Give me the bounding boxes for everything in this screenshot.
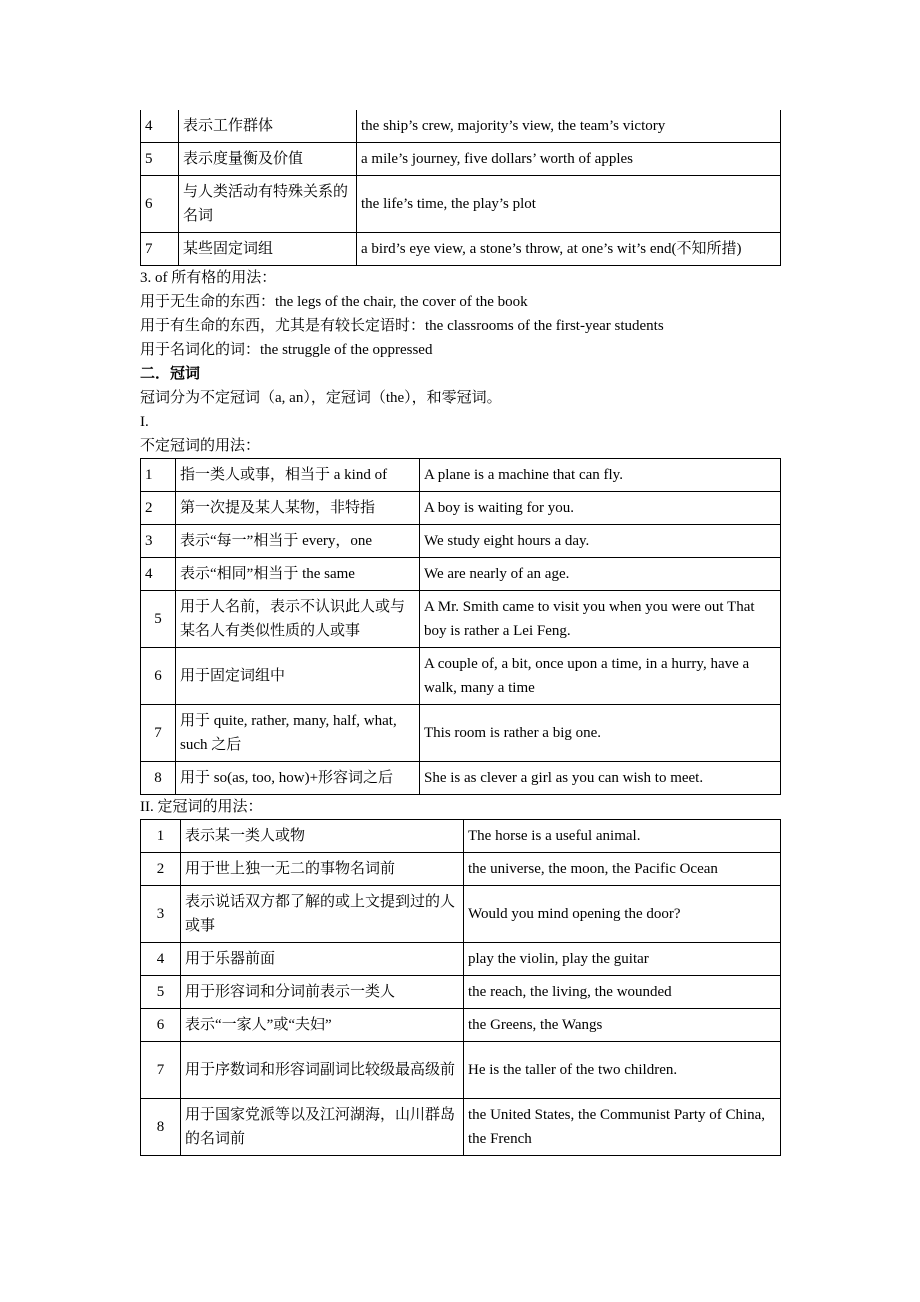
table-row	[141, 762, 781, 795]
usage-description: 用于乐器前面	[181, 943, 464, 976]
row-number: 8	[141, 1099, 181, 1156]
usage-example: a mile’s journey, five dollars’ worth of apples	[357, 143, 781, 176]
table-row	[141, 1042, 781, 1099]
usage-description: 第一次提及某人某物，非特指	[176, 492, 420, 525]
usage-example: The horse is a useful animal.	[464, 820, 781, 853]
usage-example: A couple of, a bit, once upon a time, in a hurry, have a walk, many a time	[420, 648, 781, 705]
usage-description: 用于人名前，表示不认识此人或与某名人有类似性质的人或事	[176, 591, 420, 648]
table-row	[141, 648, 781, 705]
row-number: 8	[141, 762, 176, 795]
usage-example: This room is rather a big one.	[420, 705, 781, 762]
definite-article-table	[140, 819, 781, 1156]
table-row	[141, 943, 781, 976]
table-row	[141, 1009, 781, 1042]
usage-description: 表示度量衡及价值	[179, 143, 357, 176]
of-possessive-title: 3. of 所有格的用法：	[140, 270, 277, 286]
table-row	[141, 705, 781, 762]
of-possessive-line: 用于名词化的词：the struggle of the oppressed	[140, 342, 433, 358]
indefinite-article-title: 不定冠词的用法：	[140, 438, 261, 454]
usage-example: We study eight hours a day.	[420, 525, 781, 558]
row-number: 1	[141, 820, 181, 853]
row-number: 7	[141, 1042, 181, 1099]
document-page	[140, 110, 780, 1156]
row-number: 3	[141, 525, 176, 558]
usage-description: 用于固定词组中	[176, 648, 420, 705]
usage-example: He is the taller of the two children.	[464, 1042, 781, 1099]
table-row	[141, 820, 781, 853]
usage-example: a bird’s eye view, a stone’s throw, at one’s wit’s end(不知所措)	[357, 233, 781, 266]
usage-example: We are nearly of an age.	[420, 558, 781, 591]
usage-example: Would you mind opening the door?	[464, 886, 781, 943]
usage-description: 用于 so(as, too, how)+形容词之后	[176, 762, 420, 795]
possessive-usage-table	[140, 110, 781, 266]
usage-example: the life’s time, the play’s plot	[357, 176, 781, 233]
table-row	[141, 143, 781, 176]
row-number: 1	[141, 459, 176, 492]
usage-description: 表示工作群体	[179, 110, 357, 143]
usage-example: She is as clever a girl as you can wish to meet.	[420, 762, 781, 795]
table-row	[141, 525, 781, 558]
usage-description: 表示某一类人或物	[181, 820, 464, 853]
row-number: 4	[141, 558, 176, 591]
row-number: 7	[141, 705, 176, 762]
row-number: 4	[141, 943, 181, 976]
of-possessive-line: 用于有生命的东西，尤其是有较长定语时：the classrooms of the first-year students	[140, 318, 664, 334]
row-number: 2	[141, 853, 181, 886]
indefinite-article-table	[140, 458, 781, 795]
section-marker-1: I.	[140, 414, 149, 430]
table-row	[141, 492, 781, 525]
section-heading-articles: 二．冠词	[140, 366, 201, 382]
table-row	[141, 233, 781, 266]
row-number: 5	[141, 591, 176, 648]
table-row	[141, 886, 781, 943]
row-number: 2	[141, 492, 176, 525]
of-possessive-line: 用于无生命的东西：the legs of the chair, the cover of the book	[140, 294, 528, 310]
row-number: 6	[141, 176, 179, 233]
table-row	[141, 976, 781, 1009]
usage-description: 指一类人或事，相当于 a kind of	[176, 459, 420, 492]
row-number: 5	[141, 976, 181, 1009]
usage-example: the United States, the Communist Party of China, the French	[464, 1099, 781, 1156]
usage-example: the universe, the moon, the Pacific Ocean	[464, 853, 781, 886]
usage-example: the Greens, the Wangs	[464, 1009, 781, 1042]
usage-description: 用于序数词和形容词副词比较级最高级前	[181, 1042, 464, 1099]
usage-description: 与人类活动有特殊关系的名词	[179, 176, 357, 233]
usage-description: 表示“一家人”或“夫妇”	[181, 1009, 464, 1042]
usage-description: 表示“每一”相当于 every，one	[176, 525, 420, 558]
usage-description: 用于形容词和分词前表示一类人	[181, 976, 464, 1009]
row-number: 6	[141, 648, 176, 705]
usage-description: 用于 quite, rather, many, half, what, such 之后	[176, 705, 420, 762]
usage-description: 用于国家党派等以及江河湖海，山川群岛的名词前	[181, 1099, 464, 1156]
definite-article-title: II. 定冠词的用法：	[140, 799, 263, 815]
table-row	[141, 853, 781, 886]
usage-example: A boy is waiting for you.	[420, 492, 781, 525]
table-row	[141, 110, 781, 143]
table-row	[141, 459, 781, 492]
table-row	[141, 1099, 781, 1156]
row-number: 4	[141, 110, 179, 143]
usage-example: the reach, the living, the wounded	[464, 976, 781, 1009]
usage-example: the ship’s crew, majority’s view, the team’s victory	[357, 110, 781, 143]
row-number: 7	[141, 233, 179, 266]
usage-example: A Mr. Smith came to visit you when you were out That boy is rather a Lei Feng.	[420, 591, 781, 648]
articles-intro: 冠词分为不定冠词（a, an），定冠词（the），和零冠词。	[140, 390, 502, 406]
row-number: 5	[141, 143, 179, 176]
usage-description: 某些固定词组	[179, 233, 357, 266]
row-number: 6	[141, 1009, 181, 1042]
table-row	[141, 176, 781, 233]
usage-example: play the violin, play the guitar	[464, 943, 781, 976]
row-number: 3	[141, 886, 181, 943]
usage-example: A plane is a machine that can fly.	[420, 459, 781, 492]
usage-description: 表示“相同”相当于 the same	[176, 558, 420, 591]
table-row	[141, 558, 781, 591]
usage-description: 用于世上独一无二的事物名词前	[181, 853, 464, 886]
table-row	[141, 591, 781, 648]
usage-description: 表示说话双方都了解的或上文提到过的人或事	[181, 886, 464, 943]
